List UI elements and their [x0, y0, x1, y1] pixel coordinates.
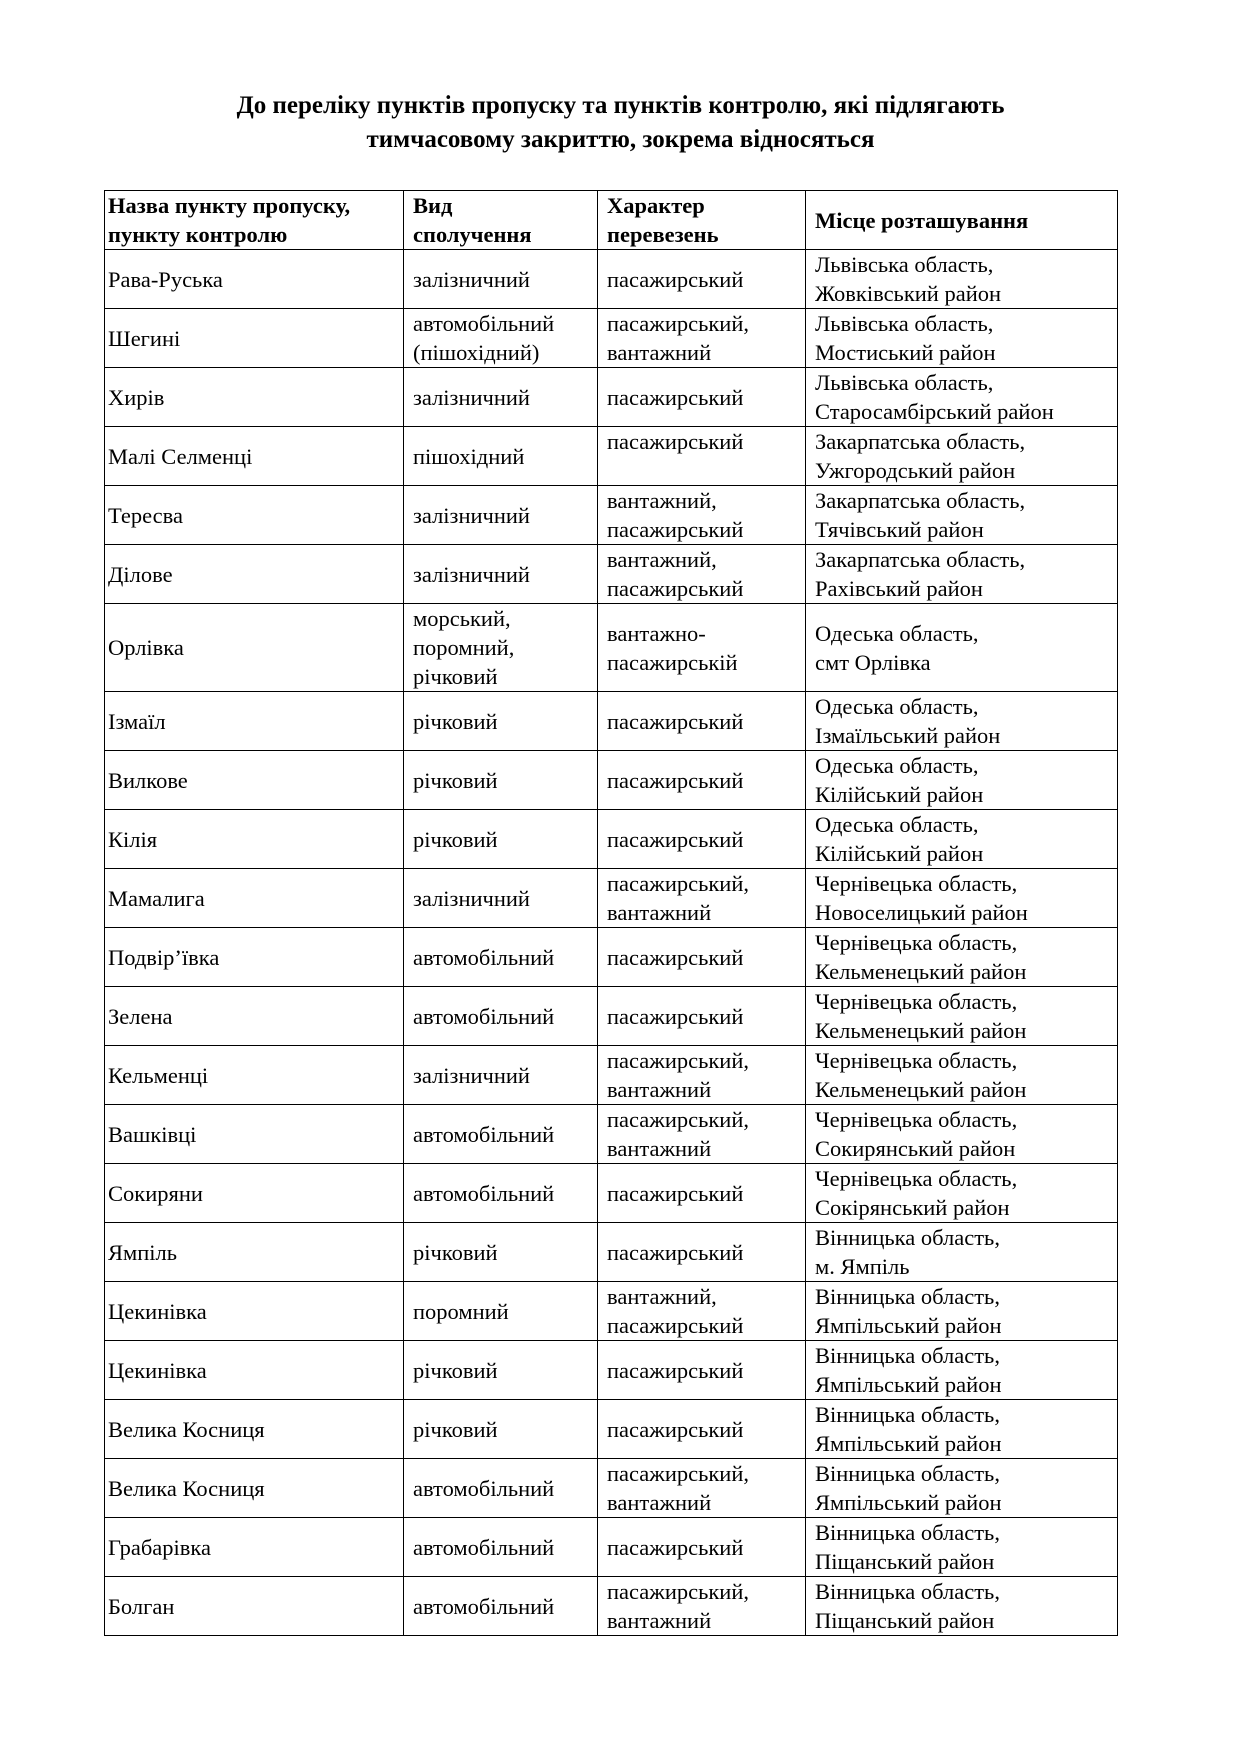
table-row	[105, 751, 1118, 810]
cell-location: Чернівецька область, Сокірянський район	[806, 1164, 1118, 1223]
cell-checkpoint-name: Грабарівка	[105, 1518, 404, 1577]
cell-connection-type: автомобільний	[404, 1577, 598, 1636]
cell-transport-type: пасажирський	[598, 1518, 806, 1577]
cell-location: Львівська область, Старосамбірський район	[806, 368, 1118, 427]
cell-transport-type: пасажирський	[598, 751, 806, 810]
cell-location: Одеська область, Кілійський район	[806, 810, 1118, 869]
title-line-1: До переліку пунктів пропуску та пунктів контролю, які підлягають	[236, 92, 1005, 119]
cell-location: Вінницька область, Ямпільський район	[806, 1341, 1118, 1400]
cell-location: Львівська область, Жовківський район	[806, 250, 1118, 309]
cell-checkpoint-name: Сокиряни	[105, 1164, 404, 1223]
header-transport-type: Характер перевезень	[598, 191, 806, 250]
cell-connection-type: залізничний	[404, 869, 598, 928]
table-row	[105, 1164, 1118, 1223]
cell-connection-type: автомобільний	[404, 1518, 598, 1577]
cell-connection-type: пішохідний	[404, 427, 598, 486]
cell-checkpoint-name: Велика Косниця	[105, 1459, 404, 1518]
checkpoints-table	[104, 190, 1118, 1636]
cell-checkpoint-name: Зелена	[105, 987, 404, 1046]
cell-location: Вінницька область, м. Ямпіль	[806, 1223, 1118, 1282]
cell-checkpoint-name: Цекинівка	[105, 1282, 404, 1341]
cell-checkpoint-name: Мамалига	[105, 869, 404, 928]
cell-transport-type: пасажирський, вантажний	[598, 1459, 806, 1518]
cell-location: Закарпатська область, Ужгородський район	[806, 427, 1118, 486]
cell-location: Чернівецька область, Кельменецький район	[806, 928, 1118, 987]
cell-connection-type: річковий	[404, 751, 598, 810]
cell-checkpoint-name: Шегині	[105, 309, 404, 368]
cell-connection-type: річковий	[404, 1400, 598, 1459]
cell-transport-type: пасажирський	[598, 1400, 806, 1459]
table-row	[105, 987, 1118, 1046]
table-row	[105, 1046, 1118, 1105]
cell-connection-type: автомобільний	[404, 1164, 598, 1223]
cell-connection-type: річковий	[404, 692, 598, 751]
table-row	[105, 1223, 1118, 1282]
cell-transport-type: пасажирський	[598, 1223, 806, 1282]
document-title	[104, 89, 1137, 157]
cell-checkpoint-name: Подвір’ївка	[105, 928, 404, 987]
cell-location: Вінницька область, Ямпільський район	[806, 1400, 1118, 1459]
cell-checkpoint-name: Вилкове	[105, 751, 404, 810]
cell-transport-type: пасажирський	[598, 928, 806, 987]
cell-transport-type: вантажний, пасажирський	[598, 545, 806, 604]
table-header-row	[105, 191, 1118, 250]
cell-transport-type: пасажирський	[598, 368, 806, 427]
table-row	[105, 250, 1118, 309]
cell-location: Львівська область, Мостиський район	[806, 309, 1118, 368]
cell-transport-type: пасажирський	[598, 427, 806, 486]
header-connection-type: Вид сполучення	[404, 191, 598, 250]
cell-checkpoint-name: Малі Селменці	[105, 427, 404, 486]
header-checkpoint-name: Назва пункту пропуску, пункту контролю	[105, 191, 404, 250]
cell-checkpoint-name: Тересва	[105, 486, 404, 545]
cell-checkpoint-name: Орлівка	[105, 604, 404, 692]
cell-transport-type: вантажний, пасажирський	[598, 1282, 806, 1341]
cell-connection-type: автомобільний (пішохідний)	[404, 309, 598, 368]
cell-checkpoint-name: Цекинівка	[105, 1341, 404, 1400]
table-row	[105, 309, 1118, 368]
cell-transport-type: пасажирський, вантажний	[598, 869, 806, 928]
cell-connection-type: поромний	[404, 1282, 598, 1341]
cell-transport-type: пасажирський	[598, 987, 806, 1046]
cell-location: Чернівецька область, Новоселицький район	[806, 869, 1118, 928]
cell-transport-type: пасажирський	[598, 1164, 806, 1223]
table-row	[105, 810, 1118, 869]
cell-connection-type: залізничний	[404, 1046, 598, 1105]
cell-location: Одеська область, смт Орлівка	[806, 604, 1118, 692]
table-row	[105, 1105, 1118, 1164]
cell-location: Закарпатська область, Тячівський район	[806, 486, 1118, 545]
table-row	[105, 692, 1118, 751]
table-row	[105, 486, 1118, 545]
cell-connection-type: автомобільний	[404, 1105, 598, 1164]
cell-checkpoint-name: Вашківці	[105, 1105, 404, 1164]
cell-transport-type: пасажирський, вантажний	[598, 1105, 806, 1164]
cell-transport-type: вантажний, пасажирський	[598, 486, 806, 545]
cell-checkpoint-name: Болган	[105, 1577, 404, 1636]
cell-checkpoint-name: Рава-Руська	[105, 250, 404, 309]
title-line-2: тимчасовому закриттю, зокрема відносяться	[366, 126, 875, 153]
table-row	[105, 545, 1118, 604]
table-row	[105, 869, 1118, 928]
cell-connection-type: залізничний	[404, 545, 598, 604]
cell-location: Одеська область, Кілійський район	[806, 751, 1118, 810]
cell-checkpoint-name: Кельменці	[105, 1046, 404, 1105]
table-row	[105, 1400, 1118, 1459]
cell-connection-type: автомобільний	[404, 1459, 598, 1518]
cell-checkpoint-name: Хирів	[105, 368, 404, 427]
cell-transport-type: пасажирський, вантажний	[598, 1577, 806, 1636]
cell-location: Вінницька область, Ямпільський район	[806, 1459, 1118, 1518]
table-row	[105, 604, 1118, 692]
cell-location: Вінницька область, Піщанський район	[806, 1518, 1118, 1577]
cell-location: Чернівецька область, Сокирянський район	[806, 1105, 1118, 1164]
cell-connection-type: автомобільний	[404, 987, 598, 1046]
cell-transport-type: пасажирський	[598, 250, 806, 309]
cell-transport-type: пасажирський	[598, 1341, 806, 1400]
cell-transport-type: пасажирський, вантажний	[598, 1046, 806, 1105]
cell-connection-type: залізничний	[404, 368, 598, 427]
cell-connection-type: річковий	[404, 1223, 598, 1282]
table-row	[105, 368, 1118, 427]
cell-location: Закарпатська область, Рахівський район	[806, 545, 1118, 604]
cell-location: Одеська область, Ізмаїльський район	[806, 692, 1118, 751]
table-row	[105, 1282, 1118, 1341]
cell-transport-type: пасажирський, вантажний	[598, 309, 806, 368]
header-location: Місце розташування	[806, 191, 1118, 250]
table-row	[105, 427, 1118, 486]
table-row	[105, 1341, 1118, 1400]
cell-location: Чернівецька область, Кельменецький район	[806, 1046, 1118, 1105]
cell-checkpoint-name: Кілія	[105, 810, 404, 869]
cell-transport-type: вантажно- пасажирській	[598, 604, 806, 692]
cell-checkpoint-name: Ізмаїл	[105, 692, 404, 751]
cell-connection-type: залізничний	[404, 486, 598, 545]
cell-connection-type: морський, поромний, річковий	[404, 604, 598, 692]
table-row	[105, 1577, 1118, 1636]
cell-checkpoint-name: Ділове	[105, 545, 404, 604]
cell-connection-type: річковий	[404, 810, 598, 869]
cell-checkpoint-name: Ямпіль	[105, 1223, 404, 1282]
cell-connection-type: річковий	[404, 1341, 598, 1400]
table-row	[105, 1518, 1118, 1577]
cell-connection-type: залізничний	[404, 250, 598, 309]
cell-checkpoint-name: Велика Косниця	[105, 1400, 404, 1459]
cell-transport-type: пасажирський	[598, 692, 806, 751]
cell-location: Вінницька область, Піщанський район	[806, 1577, 1118, 1636]
cell-transport-type: пасажирський	[598, 810, 806, 869]
cell-location: Вінницька область, Ямпільський район	[806, 1282, 1118, 1341]
cell-location: Чернівецька область, Кельменецький район	[806, 987, 1118, 1046]
table-row	[105, 1459, 1118, 1518]
table-row	[105, 928, 1118, 987]
cell-connection-type: автомобільний	[404, 928, 598, 987]
